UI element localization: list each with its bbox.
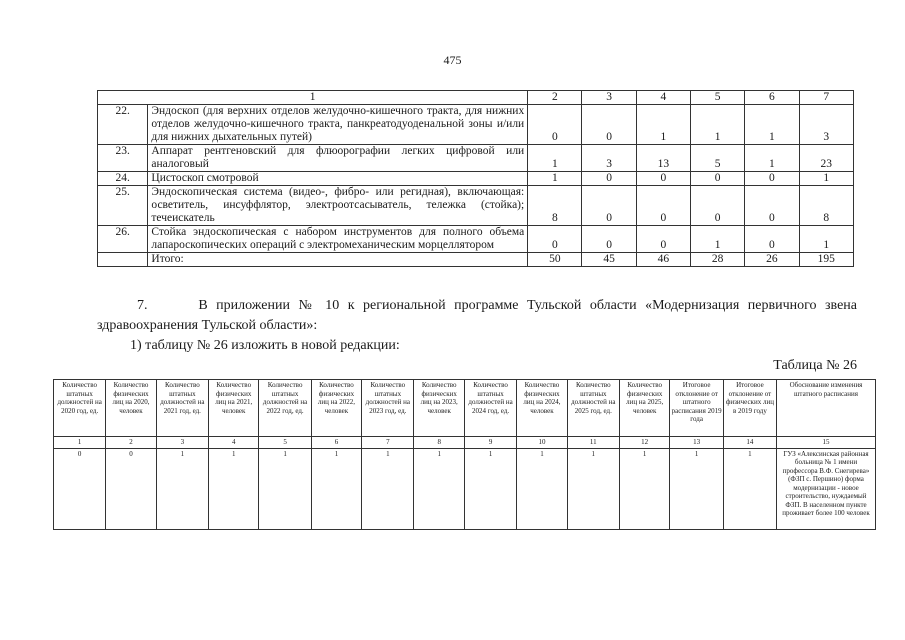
column-header: Итоговое отклонение от штатного расписания 2019 года [670,380,723,437]
column-header: Количество штатных должностей на 2025 год, ед. [567,380,619,437]
value-cell: 0 [636,186,690,226]
row-number: 25. [98,186,148,226]
column-header: Количество штатных должностей на 2023 год, ед. [362,380,414,437]
column-number: 5 [259,437,311,449]
column-header: Количество штатных должностей на 2020 год, ед. [54,380,106,437]
data-cell: 1 [670,448,723,529]
value-cell: 1 [528,172,582,186]
table-row [54,448,876,529]
total-label: Итого: [148,253,528,267]
data-cell: 1 [517,448,567,529]
value-cell: 0 [636,226,690,253]
column-header: Количество штатных должностей на 2022 год, ед. [259,380,311,437]
value-cell: 1 [691,226,745,253]
value-cell: 0 [582,186,636,226]
column-header: Количество физических лиц на 2022, человек [311,380,361,437]
paragraph-7 [97,296,857,336]
value-cell: 1 [745,145,799,172]
value-cell: 0 [691,186,745,226]
total-value: 45 [582,253,636,267]
column-number: 15 [777,437,876,449]
table-caption: Таблица № 26 [773,358,857,373]
equipment-table-header-row [98,91,854,105]
column-header: Количество физических лиц на 2025, человек [619,380,669,437]
data-cell: 1 [464,448,516,529]
column-header: Обоснование изменения штатного расписания [777,380,876,437]
column-number: 6 [311,437,361,449]
column-number: 13 [670,437,723,449]
staff-table-number-row [54,437,876,449]
column-number: 14 [723,437,776,449]
value-cell: 8 [799,186,853,226]
header-cell: 6 [745,91,799,105]
column-header: Количество физических лиц на 2024, человек [517,380,567,437]
row-number [98,253,148,267]
value-cell: 1 [636,105,690,145]
paragraph-subitem: 1) таблицу № 26 изложить в новой редакции: [130,338,400,353]
value-cell: 1 [799,226,853,253]
value-cell: 0 [582,105,636,145]
value-cell: 3 [799,105,853,145]
value-cell: 5 [691,145,745,172]
equipment-table [97,90,854,267]
value-cell: 8 [528,186,582,226]
header-cell: 2 [528,91,582,105]
column-number: 2 [106,437,156,449]
data-cell: 1 [209,448,259,529]
header-cell: 7 [799,91,853,105]
page-number: 475 [443,53,462,67]
header-cell: 4 [636,91,690,105]
staff-table-header-row [54,380,876,437]
value-cell: 3 [582,145,636,172]
value-cell: 0 [636,172,690,186]
value-cell: 1 [691,105,745,145]
total-value: 50 [528,253,582,267]
row-number: 22. [98,105,148,145]
column-number: 4 [209,437,259,449]
total-row [98,253,854,267]
table-row [98,186,854,226]
header-cell: 3 [582,91,636,105]
table-row [98,105,854,145]
total-value: 26 [745,253,799,267]
data-cell: 1 [414,448,464,529]
equipment-name: Цистоскоп смотровой [148,172,528,186]
row-number: 23. [98,145,148,172]
value-cell: 0 [582,226,636,253]
column-header: Количество физических лиц на 2020, человек [106,380,156,437]
value-cell: 0 [691,172,745,186]
value-cell: 0 [528,226,582,253]
column-header: Итоговое отклонение от физических лиц в 2019 году [723,380,776,437]
equipment-name: Аппарат рентгеновский для флюорографии легких цифровой или аналоговый [148,145,528,172]
column-number: 9 [464,437,516,449]
equipment-name: Эндоскопическая система (видео-, фибро- или регидная), включающая: осветитель, инсуффлятор, электроотсасыватель, тележка (стойка); течеискатель [148,186,528,226]
paragraph-text: В приложении № 10 к региональной программе Тульской области «Модернизация первичного звена здравоохранения Тульской области»: [97,298,857,333]
data-cell: 1 [723,448,776,529]
column-header: Количество физических лиц на 2021, человек [209,380,259,437]
data-cell: 0 [54,448,106,529]
row-number: 24. [98,172,148,186]
equipment-name: Эндоскоп (для верхних отделов желудочно-кишечного тракта, для нижних отделов желудочно-кишечного тракта, панкреатодуоденальной зоны и/или для нижних дыхательных путей) [148,105,528,145]
table-row [98,145,854,172]
column-header: Количество штатных должностей на 2024 год, ед. [464,380,516,437]
column-number: 10 [517,437,567,449]
value-cell: 23 [799,145,853,172]
data-cell: 1 [311,448,361,529]
total-value: 195 [799,253,853,267]
column-number: 1 [54,437,106,449]
value-cell: 0 [745,226,799,253]
value-cell: 1 [799,172,853,186]
table-row [98,172,854,186]
column-header: Количество физических лиц на 2023, человек [414,380,464,437]
value-cell: 1 [528,145,582,172]
value-cell: 0 [745,186,799,226]
data-cell: 1 [619,448,669,529]
value-cell: 1 [745,105,799,145]
row-number: 26. [98,226,148,253]
data-cell: 1 [362,448,414,529]
justification-cell: ГУЗ «Алексинская районная больница № 1 имени профессора В.Ф. Снегирева» (ФЗП с. Першино) форма модернизации - новое строительство, нуждаемый ФЗП. В населенном пункте проживает более 100 человек [777,448,876,529]
data-cell: 1 [567,448,619,529]
column-number: 8 [414,437,464,449]
value-cell: 0 [582,172,636,186]
column-number: 7 [362,437,414,449]
column-number: 12 [619,437,669,449]
value-cell: 0 [745,172,799,186]
data-cell: 0 [106,448,156,529]
header-cell: 5 [691,91,745,105]
table-row [98,226,854,253]
total-value: 28 [691,253,745,267]
column-number: 3 [156,437,208,449]
paragraph-number: 7. [137,298,148,313]
data-cell: 1 [259,448,311,529]
value-cell: 13 [636,145,690,172]
data-cell: 1 [156,448,208,529]
column-header: Количество штатных должностей на 2021 год, ед. [156,380,208,437]
column-number: 11 [567,437,619,449]
value-cell: 0 [528,105,582,145]
total-value: 46 [636,253,690,267]
staff-table [53,379,876,530]
equipment-name: Стойка эндоскопическая с набором инструментов для полного объема лапароскопических операций с электромеханическим морцеллятором [148,226,528,253]
header-cell: 1 [98,91,528,105]
